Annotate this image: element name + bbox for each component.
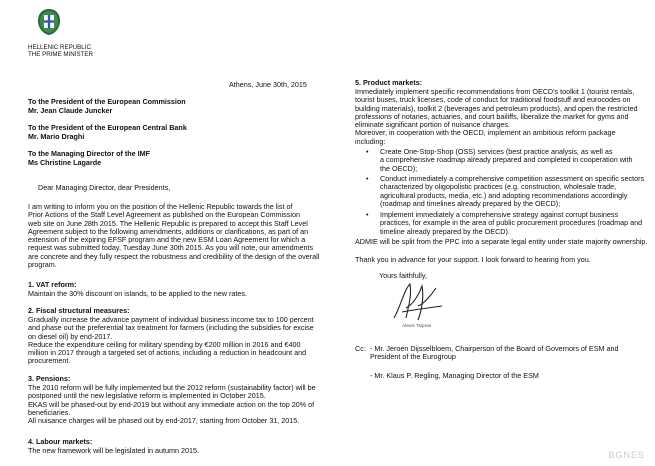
- recipient-3-title: To the Managing Director of the IMF: [28, 149, 151, 158]
- closing-yours: Yours faithfully,: [379, 271, 427, 280]
- recipient-3-name: Ms Christine Lagarde: [28, 158, 102, 167]
- watermark: BGNES: [608, 450, 645, 460]
- vat-body: Maintain the 30% discount on islands, to be applied to the new rates.: [28, 289, 247, 298]
- cc-label: Cc: [355, 344, 364, 353]
- cc-colon: :: [364, 344, 366, 353]
- product-bullet-3: Implement immediately a comprehensive strategy against corrupt business practices, for example in the area of public procurement procedures (roadmap and timeline already prepared by the OECD).: [380, 210, 643, 236]
- fiscal-body: Gradually increase the advance payment of individual business income tax to 100 percent and phase out the preferential tax treatment for farmers (including the subsidies for excise on diesel oil) by end-2017. Reduce the expenditure ceiling for military spending by €200 million in 2016 and €400 million in 2017 through a targeted set of actions, including a reduction in headcount and procurement.: [28, 315, 314, 366]
- salutation: Dear Managing Director, dear Presidents,: [38, 183, 171, 192]
- labour-heading: 4. Labour markets:: [28, 437, 93, 446]
- admie-paragraph: ADMIE will be split from the PPC into a separate legal entity under state majority ownership.: [355, 237, 648, 246]
- intro-paragraph: I am writing to inform you on the position of the Hellenic Republic towards the list of Prior Actions of the Staff Level Agreement as published on the European Commission web site on June 28th 2015. The Hellenic Republic is prepared to accept this Staff Level Agreement subject to the following amendments, additions or clarifications, as part of an extension of the expiring EFSF program and the new ESM Loan Agreement for which a request was submitted today, Tuesday June 30th 2015. As you will note, our amendments are concrete and they fully respect the robustness and credibility of the design of the overall program.: [28, 202, 320, 270]
- greek-emblem-icon: [35, 8, 63, 36]
- letter-date: Athens, June 30th, 2015: [229, 80, 307, 89]
- product-bullet-1: Create One-Stop-Shop (OSS) services (best practice analysis, as well as a comprehensive roadmap already prepared and completed in cooperation with the OECD);: [380, 147, 633, 173]
- pensions-heading: 3. Pensions:: [28, 374, 71, 383]
- bullet-icon: •: [366, 210, 369, 219]
- signer-name: Alexis Tsipras: [402, 324, 432, 329]
- bullet-icon: •: [366, 147, 369, 156]
- fiscal-heading: 2. Fiscal structural measures:: [28, 306, 130, 315]
- bullet-icon: •: [366, 174, 369, 183]
- cc-entry-1: - Mr. Jeroen Dijsselbloem, Chairperson of the Board of Governors of ESM and President of the Eurogroup: [370, 344, 619, 362]
- product-body: Immediately implement specific recommendations from OECD's toolkit 1 (tourist rentals, tourist buses, truck licenses, code of conduct for traditional foodstuff and eurocodes on building materials), toolkit 2 (beverages and petroleum products), and open the restricted professions of notaries, actuaries, and court bailiffs, liberalize the market for gyms and eliminate significant portion of nuisance charges. Moreover, in cooperation with the OECD, implement an ambitious reform package including:: [355, 87, 638, 146]
- pensions-body: The 2010 reform will be fully implemented but the 2012 reform (sustainability factor) will be postponed until the new legislative reform is implemented in October 2015. EKAS will be phased-out by end-2019 but without any immediate action on the top 20% of beneficiaries. All nuisance charges will be phased out by end-2017, starting from October 31, 2015.: [28, 383, 316, 426]
- closing-thanks: Thank you in advance for your support. I look forward to hearing from you.: [355, 255, 591, 264]
- vat-heading: 1. VAT reform:: [28, 280, 77, 289]
- product-bullet-2: Conduct immediately a comprehensive competition assessment on specific sectors characterized by oligopolistic practices (e.g. construction, wholesale trade, agricultural products, media, etc.) and adopting recommendations accordingly (roadmap and timelines already prepared by the OECD);: [380, 174, 645, 208]
- product-heading: 5. Product markets:: [355, 78, 423, 87]
- labour-body: The new framework will be legislated in autumn 2015.: [28, 446, 199, 455]
- recipient-2-name: Mr. Mario Draghi: [28, 132, 85, 141]
- signature-icon: [388, 278, 448, 326]
- recipient-1-name: Mr. Jean Claude Juncker: [28, 106, 113, 115]
- cc-entry-2: - Mr. Klaus P. Regling, Managing Director of the ESM: [370, 371, 539, 380]
- recipient-2-title: To the President of the European Central Bank: [28, 123, 187, 132]
- letterhead-title: HELLENIC REPUBLIC THE PRIME MINISTER: [28, 44, 93, 59]
- recipient-1-title: To the President of the European Commission: [28, 97, 186, 106]
